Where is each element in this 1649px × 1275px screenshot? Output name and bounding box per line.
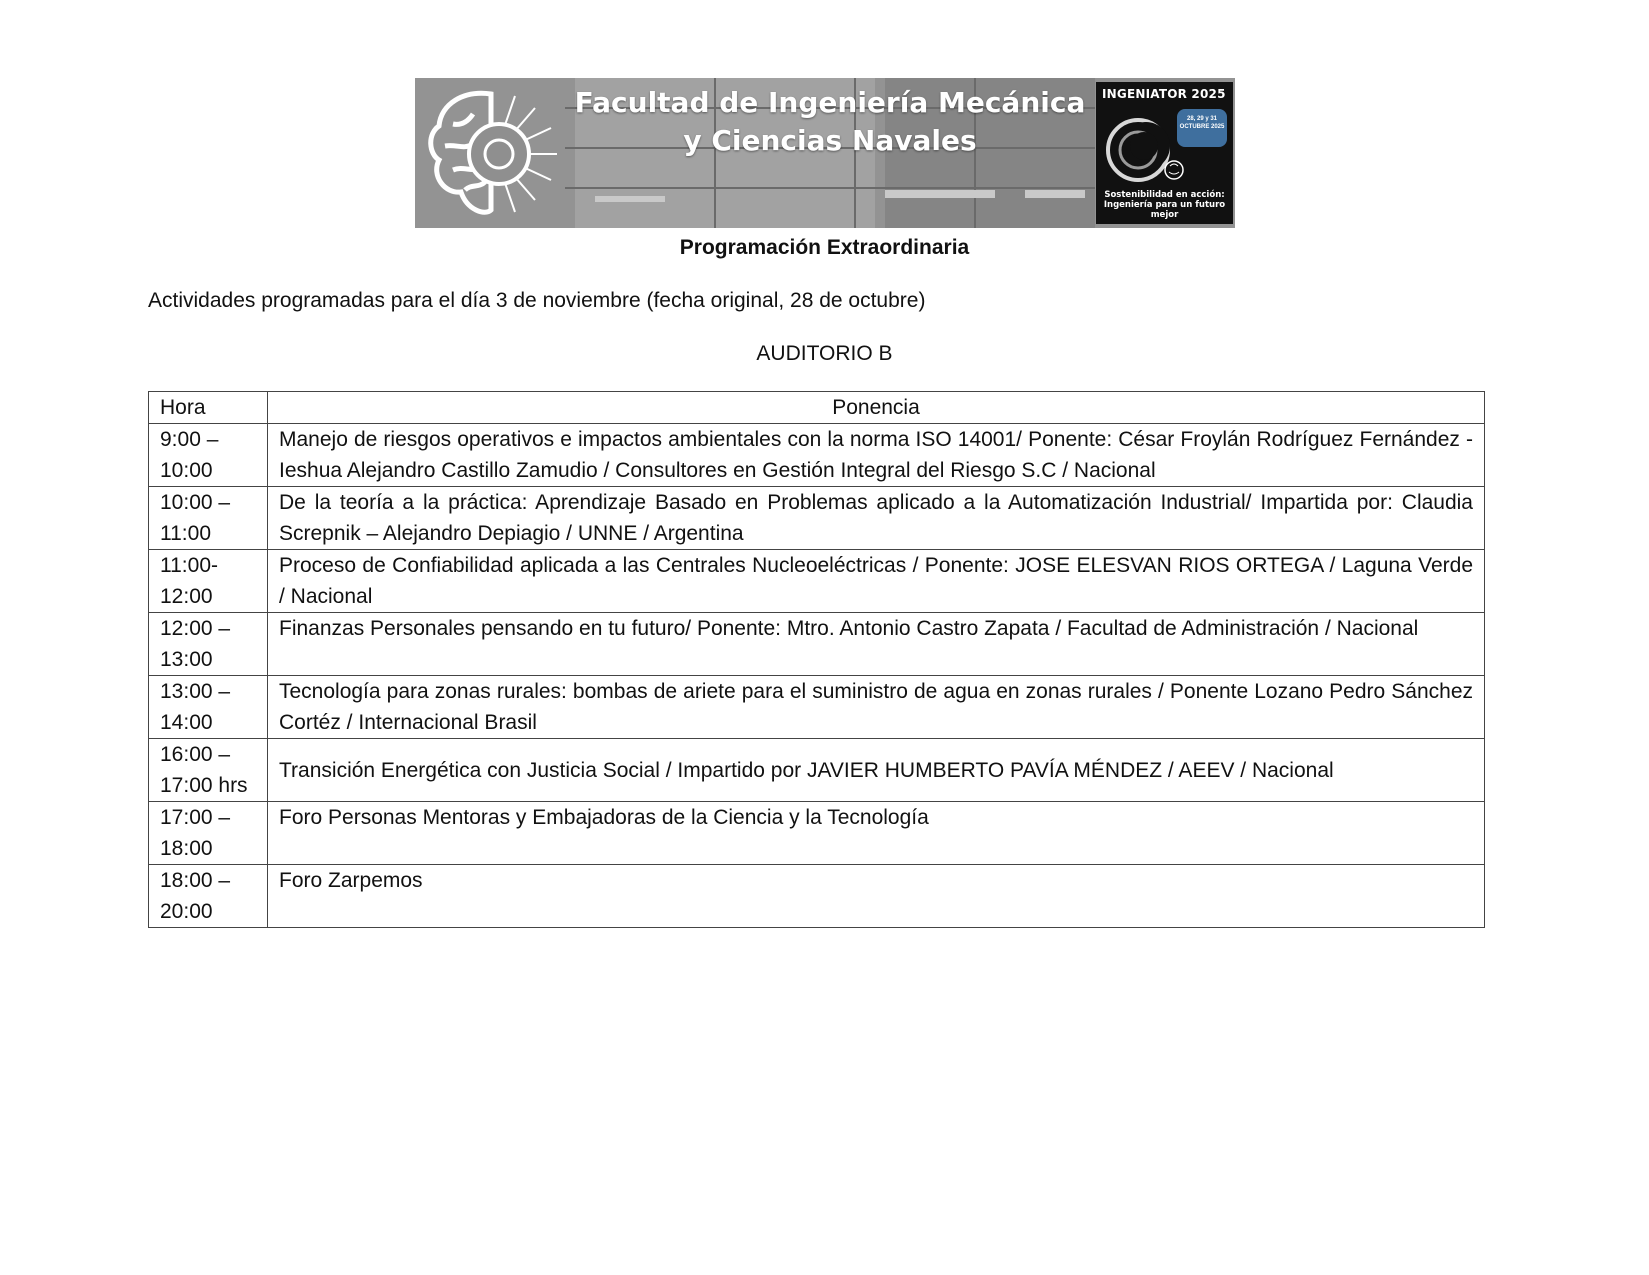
time-cell: 16:00 – 17:00 hrs <box>149 739 268 802</box>
venue-label: AUDITORIO B <box>756 342 893 365</box>
talk-cell: Manejo de riesgos operativos e impactos ambientales con la norma ISO 14001/ Ponente: César Froylán Rodríguez Fernández - Ieshua Alejandro Castillo Zamudio / Consultores en Gestión Integral del Riesgo S.C / Nacional <box>268 424 1485 487</box>
talk-cell: Transición Energética con Justicia Social / Impartido por JAVIER HUMBERTO PAVÍA MÉNDEZ / AEEV / Nacional <box>268 739 1485 802</box>
talk-cell: Foro Zarpemos <box>268 865 1485 928</box>
table-row <box>149 676 1485 739</box>
schedule-table <box>148 391 1485 928</box>
promo-tagline: Sostenibilidad en acción: Ingeniería para un futuro mejor <box>1103 190 1226 220</box>
table-row <box>149 613 1485 676</box>
promo-dates: 28, 29 y 31 OCTUBRE 2025 <box>1177 109 1227 147</box>
promo-title: INGENIATOR 2025 <box>1102 87 1226 101</box>
talk-cell: Foro Personas Mentoras y Embajadoras de la Ciencia y la Tecnología <box>268 802 1485 865</box>
table-row <box>149 802 1485 865</box>
talk-cell: Proceso de Confiabilidad aplicada a las Centrales Nucleoeléctricas / Ponente: JOSE ELESVAN RIOS ORTEGA / Laguna Verde / Nacional <box>268 550 1485 613</box>
table-row <box>149 865 1485 928</box>
table-row <box>149 550 1485 613</box>
table-row <box>149 739 1485 802</box>
talk-cell: Tecnología para zonas rurales: bombas de ariete para el suministro de agua en zonas rurales / Ponente Lozano Pedro Sánchez Cortéz / Internacional Brasil <box>268 676 1485 739</box>
table-header-row <box>149 392 1485 424</box>
time-cell: 11:00- 12:00 <box>149 550 268 613</box>
time-cell: 13:00 – 14:00 <box>149 676 268 739</box>
time-cell: 12:00 – 13:00 <box>149 613 268 676</box>
time-cell: 9:00 – 10:00 <box>149 424 268 487</box>
banner-title: Facultad de Ingeniería Mecánica y Ciencias Navales <box>574 86 1086 157</box>
column-header-ponencia: Ponencia <box>268 392 1485 424</box>
time-cell: 18:00 – 20:00 <box>149 865 268 928</box>
talk-cell: De la teoría a la práctica: Aprendizaje Basado en Problemas aplicado a la Automatización Industrial/ Impartida por: Claudia Screpnik – Alejandro Depiagio / UNNE / Argentina <box>268 487 1485 550</box>
brain-gear-logo-icon <box>423 84 563 224</box>
time-cell: 17:00 – 18:00 <box>149 802 268 865</box>
ingeniator-promo-card <box>1096 82 1233 224</box>
table-row <box>149 487 1485 550</box>
header-banner <box>415 78 1235 228</box>
table-row <box>149 424 1485 487</box>
intro-text: Actividades programadas para el día 3 de noviembre (fecha original, 28 de octubre) <box>148 289 926 312</box>
page-title: Programación Extraordinaria <box>679 236 970 259</box>
column-header-hora: Hora <box>149 392 268 424</box>
talk-cell: Finanzas Personales pensando en tu futuro/ Ponente: Mtro. Antonio Castro Zapata / Facultad de Administración / Nacional <box>268 613 1485 676</box>
time-cell: 10:00 – 11:00 <box>149 487 268 550</box>
crescent-brain-icon <box>1100 108 1190 192</box>
